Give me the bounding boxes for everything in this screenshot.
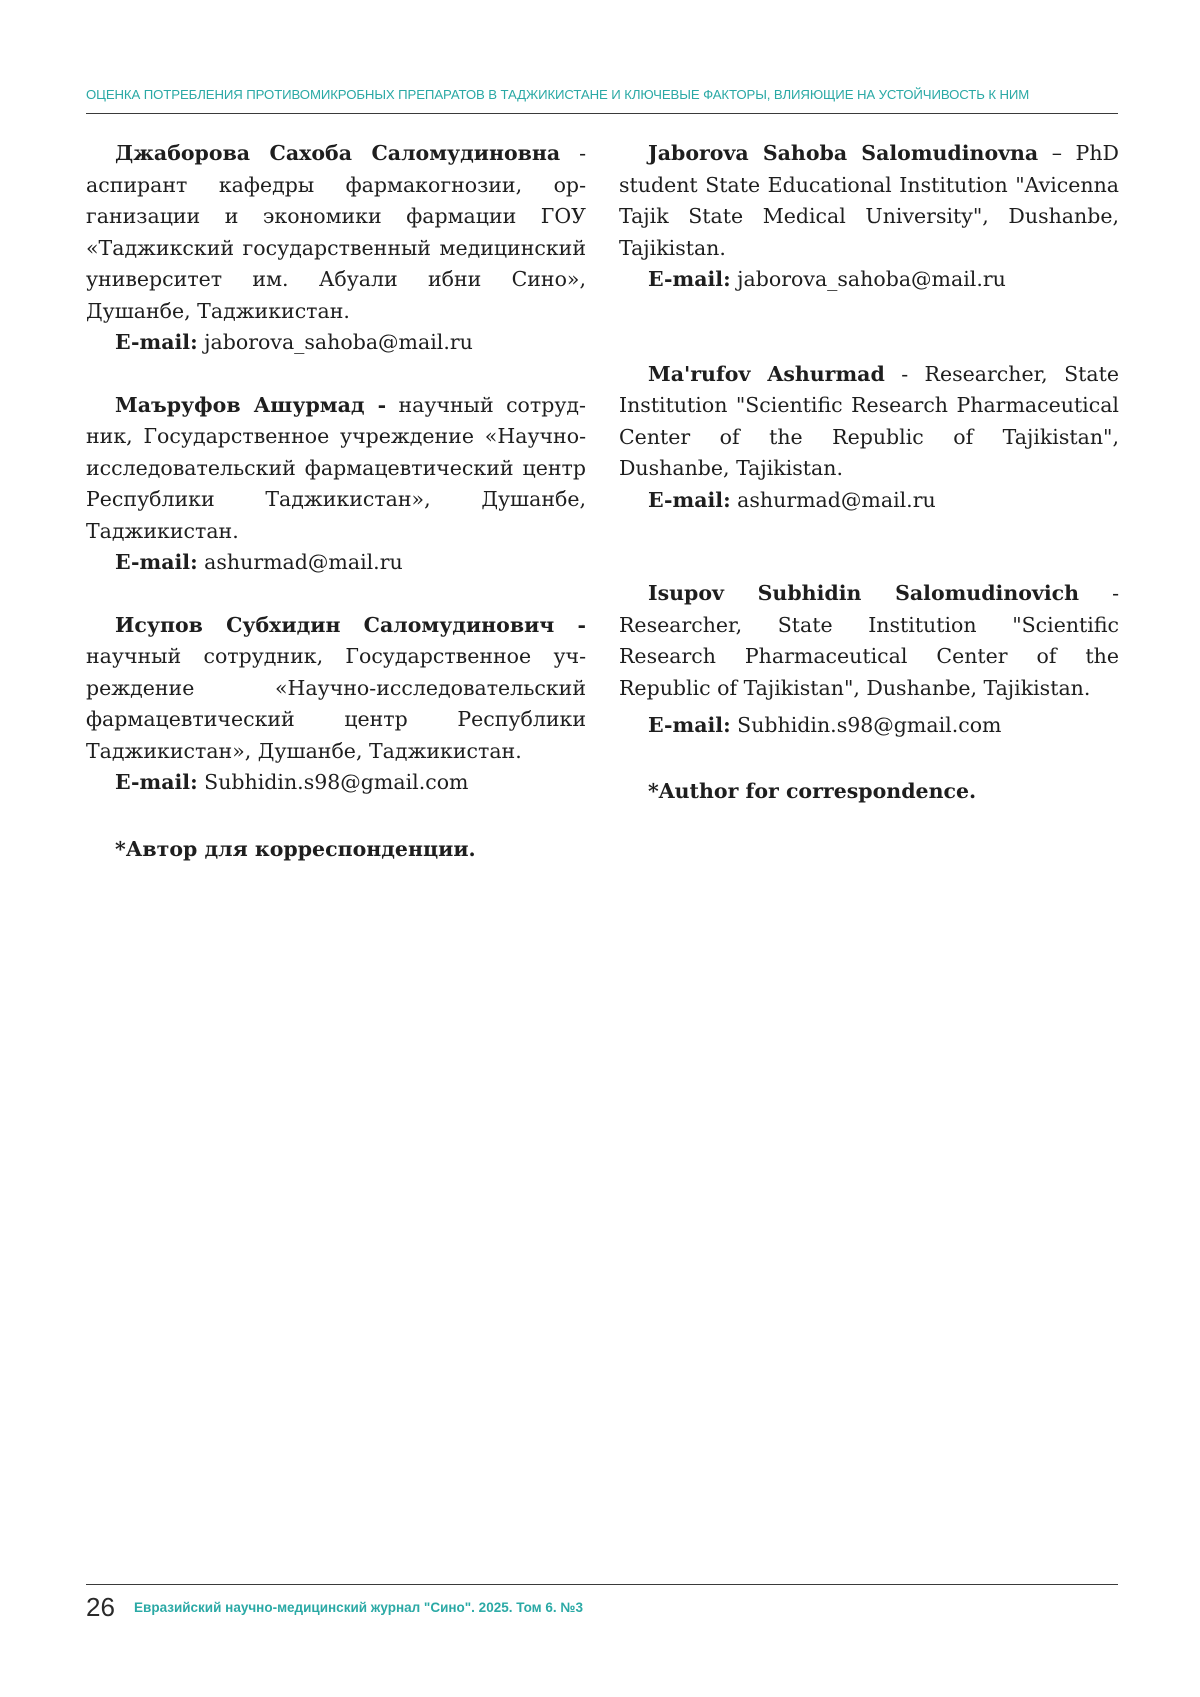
author-description: - аспирант кафедры фармакогнозии, ор­ганизации и экономики фармации ГОУ «Таджикский государственный медицин­ский университет им. Абуали ибни Сино», Душанбе, Таджикистан. [86, 141, 586, 323]
author-email [86, 767, 586, 799]
author-bio [619, 359, 1119, 485]
author-description: - Researcher, State Institution "Scientific Research Pharmaceutical Center of the Republic of Tajikistan", Dushanbe, Tajikistan. [619, 581, 1119, 700]
header-rule [86, 113, 1118, 114]
email-label: E-mail: [115, 330, 198, 354]
author-bio [86, 138, 586, 327]
email-address: ashurmad@mail.ru [737, 488, 936, 512]
author-description: научный сотрудник, Государственное уч­реждение «Научно-исследовательский фармацевтический центр Республики Таджикистан», Душанбе, Таджикистан. [86, 644, 586, 763]
email-label: E-mail: [648, 713, 731, 737]
author-email [619, 485, 1119, 517]
author-description: – PhD student State Educational Institution "Avi­cenna Tajik State Medical University", Dushanbe, Tajikistan. [619, 141, 1119, 260]
author-name: Isupov Subhidin Salomudinovich [648, 581, 1079, 605]
email-label: E-mail: [648, 488, 731, 512]
email-address: Subhidin.s98@gmail.com [737, 713, 1001, 737]
email-address: Subhidin.s98@gmail.com [204, 770, 468, 794]
email-address: jaborova_sahoba@mail.ru [737, 267, 1006, 291]
author-name: Исупов Субхидин Саломудинович - [115, 613, 586, 637]
author-name: Ma'rufov Ashurmad [648, 362, 885, 386]
email-label: E-mail: [115, 770, 198, 794]
right-column [619, 138, 1119, 807]
author-bio [619, 578, 1119, 704]
author-name: Маъруфов Ашурмад - [115, 393, 386, 417]
author-description: научный сотруд­ник, Государственное учреждение «На­учно-исследовательский фармацевтиче­ский центр Республики Таджикистан», Душанбе, Таджикистан. [86, 393, 586, 543]
email-label: E-mail: [648, 267, 731, 291]
author-email [86, 547, 586, 579]
author-name: Jaborova Sahoba Salomudinovna [648, 141, 1038, 165]
email-label: E-mail: [115, 550, 198, 574]
left-column [86, 138, 586, 865]
author-email [619, 264, 1119, 296]
author-email [619, 710, 1119, 742]
running-header: ОЦЕНКА ПОТРЕБЛЕНИЯ ПРОТИВОМИКРОБНЫХ ПРЕПАРАТОВ В ТАДЖИКИСТАНЕ И КЛЮЧЕВЫЕ ФАКТОРЫ, ВЛИЯЮЩИЕ НА УСТОЙЧИВОСТЬ К НИМ [86, 87, 1118, 102]
page-number: 26 [86, 1592, 115, 1622]
author-bio [86, 610, 586, 768]
author-email [86, 327, 586, 359]
email-address: jaborova_sahoba@mail.ru [204, 330, 473, 354]
correspondence-note: *Автор для корреспонденции. [86, 834, 586, 866]
author-bio [86, 390, 586, 548]
journal-citation: Евразийский научно-медицинский журнал "Сино". 2025. Том 6. №3 [134, 1600, 583, 1615]
author-description: - Researcher, State Institution "Scientific Research Pharmaceutical Center of the Republic of Tajikistan", Dushanbe, Tajikistan. [619, 362, 1119, 481]
author-name: Джаборова Сахоба Саломудиновна [115, 141, 560, 165]
email-address: ashurmad@mail.ru [204, 550, 403, 574]
correspondence-note: *Author for correspondence. [619, 776, 1119, 808]
page-footer [86, 1592, 583, 1623]
footer-rule [86, 1584, 1118, 1585]
author-bio [619, 138, 1119, 264]
